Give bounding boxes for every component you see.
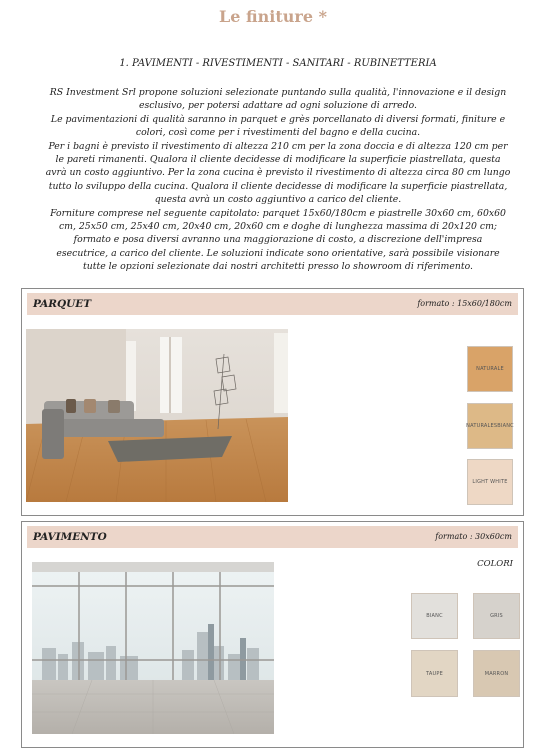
pavimento-title: PAVIMENTO <box>33 531 107 543</box>
pavimento-swatch-marron[interactable] <box>473 650 520 697</box>
intro-line: Forniture comprese nel seguente capitolato: parquet 15x60/180cm e piastrelle 30x60 cm, 60x60 <box>50 207 506 219</box>
pavimento-card <box>21 521 524 748</box>
parquet-swatch-light-white[interactable] <box>467 459 513 505</box>
parquet-swatch-naturalesbianc[interactable] <box>467 403 513 449</box>
colors-label: COLORI <box>477 559 513 569</box>
intro-line: colori, così come per i rivestimenti del bagno e della cucina. <box>135 127 421 139</box>
intro-line: questa avrà un costo aggiuntivo a carico del cliente. <box>154 194 402 206</box>
pavimento-room-image <box>32 562 274 734</box>
intro-line: tutte le opzioni selezionate dai nostri architetti presso lo showroom di riferimento. <box>83 261 473 273</box>
intro-line: esecutrice, a carico del cliente. Le soluzioni indicate sono orientative, sarà possibile visionare <box>56 247 500 259</box>
intro-line: Per i bagni è previsto il rivestimento di altezza 210 cm per la zona doccia e di altezza 120 cm per <box>48 140 508 152</box>
swatch-label: LIGHT WHITE <box>472 479 508 485</box>
intro-line: esclusivo, per potersi adattare ad ogni soluzione di arredo. <box>139 100 417 112</box>
intro-line: avrà un costo aggiuntivo. Per la zona cucina è previsto il rivestimento di altezza circa 80 cm lungo <box>45 167 511 179</box>
intro-line: tutto lo sviluppo della cucina. Qualora il cliente decidesse di modificare la superficie piastrellata, <box>48 180 508 192</box>
swatch-label: NATURALESBIANC <box>466 423 514 429</box>
parquet-room-image <box>26 329 288 502</box>
parquet-swatch-naturale[interactable] <box>467 346 513 392</box>
section-title: 1. PAVIMENTI - RIVESTIMENTI - SANITARI - RUBINETTERIA <box>119 58 437 69</box>
parquet-card <box>21 288 524 516</box>
intro-line: Le pavimentazioni di qualità saranno in parquet e grès porcellanato di diversi formati, finiture e <box>50 113 506 125</box>
parquet-title: PARQUET <box>33 298 92 310</box>
pavimento-swatch-bianc[interactable] <box>411 593 458 639</box>
swatch-label: BIANC <box>426 613 443 619</box>
parquet-header <box>27 293 518 315</box>
parquet-format: formato : 15x60/180cm <box>417 299 512 308</box>
swatch-label: GRIS <box>490 613 503 619</box>
pavimento-header <box>27 526 518 548</box>
intro-line: le pareti rimanenti. Qualora il cliente decidesse di modificare la superficie piastrellata, questa <box>55 154 501 166</box>
intro-line: cm, 25x50 cm, 25x40 cm, 20x40 cm, 20x60 cm e doghe di lunghezza massima di 20x120 cm; <box>58 221 498 233</box>
pavimento-swatch-taupe[interactable] <box>411 650 458 697</box>
swatch-label: TAUPE <box>426 670 443 677</box>
intro-line: RS Investment Srl propone soluzioni selezionate puntando sulla qualità, l'innovazione e il design <box>49 87 507 98</box>
pavimento-swatch-gris[interactable] <box>473 593 520 639</box>
swatch-label: NATURALE <box>476 366 504 372</box>
pavimento-format: formato : 30x60cm <box>435 532 512 541</box>
page-title: Le finiture * <box>219 7 327 26</box>
swatch-label: MARRON <box>484 670 509 677</box>
intro-text <box>20 86 536 274</box>
intro-line: formato e posa diversi avranno una maggiorazione di costo, a discrezione dell'impresa <box>73 234 483 246</box>
